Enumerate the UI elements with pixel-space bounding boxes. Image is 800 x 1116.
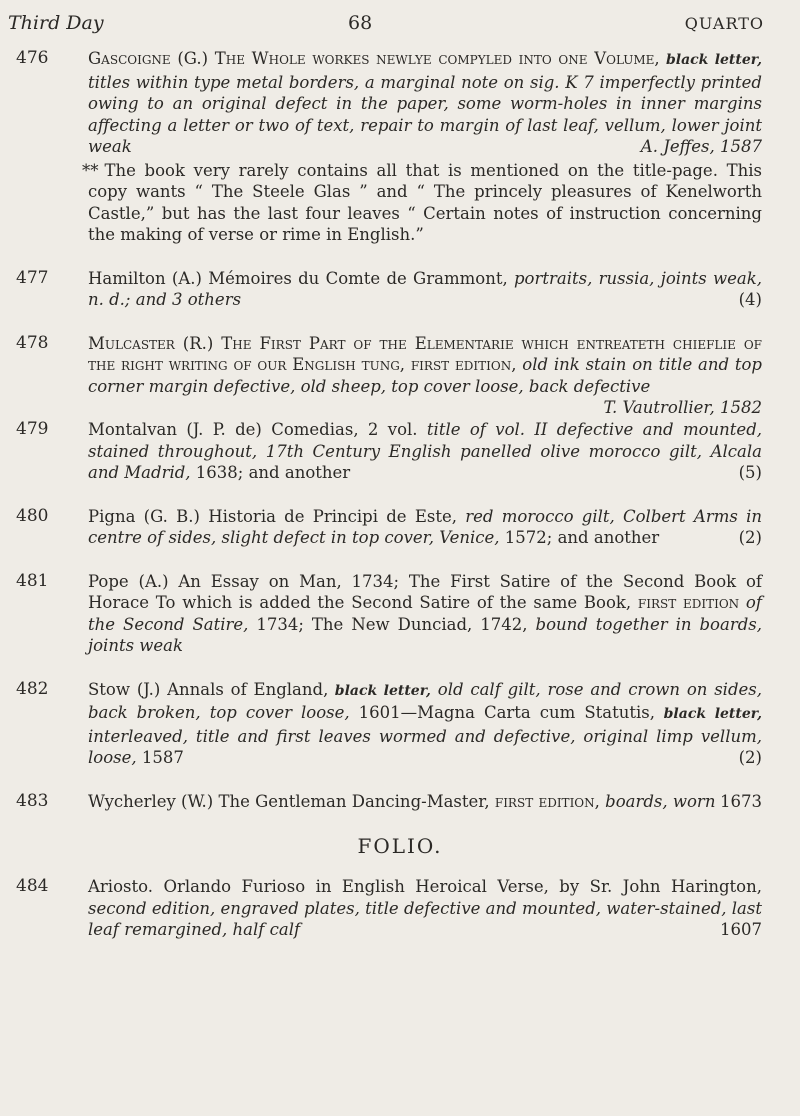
- lot-number: 481: [16, 570, 49, 591]
- description-fragment: first edition,: [489, 791, 600, 811]
- description-fragment: 1601—Magna Carta cum Statutis,: [349, 703, 655, 722]
- lot-entry: [0, 506, 800, 549]
- lot-imprint: (5): [738, 463, 762, 482]
- description-fragment: 1734; The New Dunciad, 1742,: [248, 614, 528, 634]
- description-fragment: Wycherley (W.) The Gentleman Dancing-Master,: [88, 791, 490, 811]
- running-head-day: Third Day: [8, 12, 104, 34]
- description-fragment: Montalvan (J. P. de) Comedias, 2 vol.: [88, 420, 418, 439]
- page-number: 68: [348, 12, 373, 34]
- lot-number: 478: [16, 332, 49, 353]
- lot-description: [88, 571, 762, 657]
- lot-entry: [0, 679, 800, 769]
- note-text: The book very rarely contains all that is mentioned on the title-page. This copy wants “ The Steele Glas ” and “ The princely pleasures of Kenelworth Castle,” but has the last four leaves “ Certain notes of instruction concerning the making of verse or rime in English.”: [88, 160, 762, 244]
- running-head: [0, 12, 800, 38]
- lot-number: 477: [16, 267, 49, 288]
- lot-entry: [0, 332, 800, 417]
- lot-list: [0, 48, 800, 963]
- lot-description: [88, 791, 762, 813]
- description-fragment: Gascoigne (G.) The Whole workes newlye compyled into one Volume,: [88, 49, 660, 68]
- lot-description: [88, 679, 762, 769]
- description-fragment: Ariosto. Orlando Furioso in English Heroical Verse, by Sr. John Harington,: [88, 877, 762, 896]
- description-fragment: black letter,: [328, 682, 431, 699]
- lot-number: 483: [16, 790, 49, 811]
- lot-number: 480: [16, 505, 49, 526]
- lot-number: 476: [16, 48, 49, 68]
- description-fragment: titles within type metal borders, a marginal note on sig. K 7 imperfectly printed owing to an original defect in the paper, some worm-holes in inner margins affecting a letter or two of text, repair to margin of last leaf, vellum, lower joint weak: [88, 72, 762, 156]
- lot-entry: [0, 571, 800, 657]
- lot-imprint: A. Jeffes, 1587: [640, 137, 762, 156]
- description-fragment: 1638; and another: [190, 463, 351, 482]
- lot-note: [82, 160, 762, 246]
- description-fragment: Hamilton (A.) Mémoires du Comte de Grammont,: [88, 268, 508, 288]
- description-fragment: 1587: [136, 748, 184, 767]
- description-fragment: title of vol. II defective and mounted, stained throughout, 17th Century English panelled olive morocco gilt, Alcala and Madrid,: [88, 420, 762, 482]
- description-fragment: old ink stain on title and top corner margin defective, old sheep, top cover loose, back defective: [88, 355, 762, 396]
- lot-entry: [0, 791, 800, 813]
- lot-description: [88, 876, 762, 941]
- note-asterisk: **: [82, 160, 99, 180]
- running-head-format: QUARTO: [684, 14, 764, 33]
- description-fragment: 1572; and another: [499, 528, 660, 547]
- description-fragment: boards, worn: [599, 791, 716, 811]
- description-fragment: interleaved, title and first leaves wormed and defective, original limp vellum, loose,: [88, 726, 762, 767]
- description-fragment: red morocco gilt, Colbert Arms in centre of sides, slight defect in top cover, Venice,: [88, 506, 762, 547]
- description-fragment: bound together in boards, joints weak: [88, 614, 762, 655]
- lot-imprint: (4): [738, 290, 762, 309]
- lot-description: [88, 48, 762, 158]
- lot-description: [88, 506, 762, 549]
- description-fragment: second edition, engraved plates, title defective and mounted, water-stained, last leaf remargined, half calf: [88, 898, 762, 939]
- description-fragment: black letter,: [654, 706, 762, 722]
- lot-imprint: (2): [738, 528, 762, 547]
- lot-entry: [0, 419, 800, 484]
- description-fragment: Mulcaster (R.) The First Part of the Elementarie which entreateth chieflie of the right writing of our English tung, first edition,: [88, 333, 762, 374]
- description-fragment: Pigna (G. B.) Historia de Principi de Este,: [88, 506, 457, 526]
- description-fragment: black letter,: [659, 52, 762, 68]
- description-fragment: first edition: [631, 593, 740, 612]
- description-fragment: of the Second Satire,: [88, 593, 762, 634]
- description-fragment: portraits, russia, joints weak, n. d.; and 3 others: [88, 268, 762, 309]
- lot-description: [88, 268, 762, 311]
- lot-imprint: (2): [738, 748, 762, 767]
- description-fragment: old calf gilt, rose and crown on sides, back broken, top cover loose,: [88, 679, 762, 722]
- lot-entry: [0, 48, 800, 246]
- lot-entry: [0, 876, 800, 941]
- description-fragment: Pope (A.) An Essay on Man, 1734; The First Satire of the Second Book of Horace To which is added the Second Satire of the same Book,: [88, 571, 762, 612]
- lot-description: [88, 333, 762, 417]
- section-heading: FOLIO.: [357, 834, 443, 858]
- lot-description: [88, 419, 762, 484]
- lot-number: 484: [16, 876, 49, 896]
- description-fragment: Stow (J.) Annals of England,: [88, 679, 329, 699]
- lot-imprint: T. Vautrollier, 1582: [603, 398, 762, 417]
- lot-imprint: 1673: [720, 791, 762, 811]
- lot-entry: [0, 268, 800, 311]
- lot-imprint: 1607: [720, 920, 762, 939]
- lot-number: 479: [16, 419, 49, 439]
- lot-number: 482: [16, 678, 49, 699]
